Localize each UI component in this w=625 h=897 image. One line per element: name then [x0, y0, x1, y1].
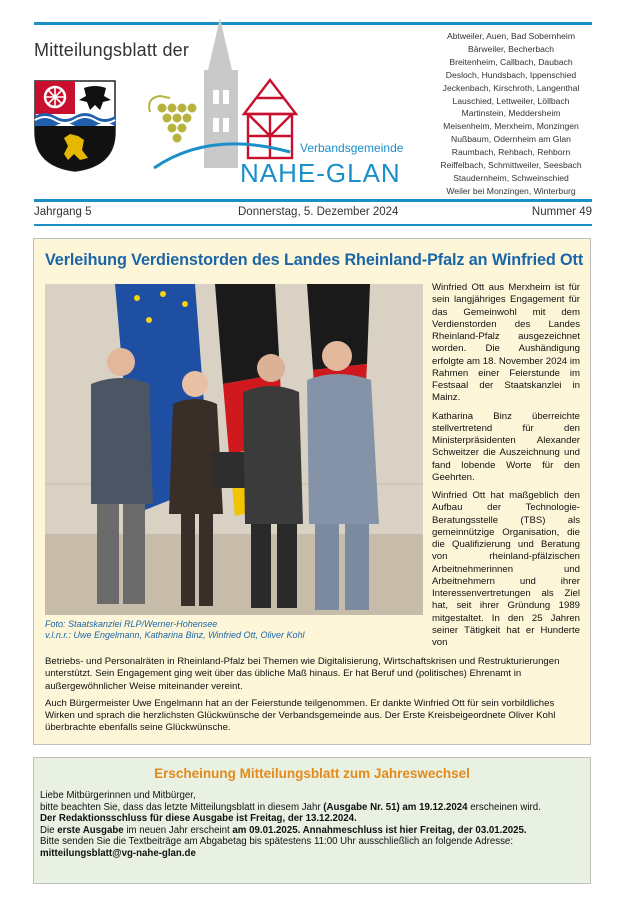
- notice-title: Erscheinung Mitteilungsblatt zum Jahreswechsel: [154, 766, 470, 781]
- issue-date: Donnerstag, 5. Dezember 2024: [238, 206, 399, 218]
- article-headline: Verleihung Verdienstorden des Landes Rheinland-Pfalz an Winfried Ott: [45, 251, 584, 269]
- notice-text: im neuen Jahr erscheint: [123, 824, 233, 836]
- dateline: [34, 206, 592, 222]
- article-paragraph: Winfried Ott hat maßgeblich den Aufbau der Technologie-Beratungsstelle (TBS) als gemeinnützige Organisation, die die Qualifizierung und Beratung von rheinland-pfälzischen Arbeitnehmerinnen und Arbeitnehmern und ihrer Interessenvertretungen als Ziel hat, seit ihrer Gründung 1989 mitgestaltet. In den 25 Jahren seiner Tätigkeit hat er Hunderte von: [432, 490, 580, 648]
- places-line: Meisenheim, Merxheim, Monzingen: [443, 121, 579, 132]
- article-paragraph: Betriebs- und Personalräten in Rheinland-Pfalz bei Themen wie Digitalisierung, Wirtschaftskrisen und Restrukturierungen unterstützt. Sein Engagement ging weit über das übliche Maß hinaus. Er hat Beruf und (politisches) Ehrenamt in außergewöhnlicher Weise miteinander vereint.: [45, 656, 560, 692]
- notice-body: [40, 790, 588, 860]
- places-line: Desloch, Hundsbach, Ippenschied: [445, 69, 577, 80]
- notice-text: bitte beachten Sie, dass das letzte Mitteilungsblatt in diesem Jahr: [40, 801, 324, 813]
- notice-line: [40, 802, 588, 814]
- places-line: Reiffelbach, Schmittweiler, Seesbach: [440, 160, 582, 171]
- caption-credit: Foto: Staatskanzlei RLP/Werner-Hohensee: [45, 619, 218, 629]
- places-line: Staudernheim, Schweinschied: [453, 172, 569, 183]
- notice-emphasis: am 09.01.2025. Annahmeschluss ist hier Freitag, der 03.01.2025.: [232, 824, 527, 836]
- logo-title: NAHE-GLAN: [240, 158, 401, 188]
- places-line: Martinstein, Meddersheim: [461, 108, 561, 119]
- caption-names: v.l.n.r.: Uwe Engelmann, Katharina Binz, Winfried Ott, Oliver Kohl: [45, 630, 305, 640]
- member-communities-list: [430, 30, 592, 198]
- places-line: Nußbaum, Odernheim am Glan: [451, 134, 571, 145]
- award-ceremony-photo: [45, 284, 423, 615]
- coat-of-arms-icon: [34, 80, 116, 172]
- places-line: Raumbach, Rehbach, Rehborn: [451, 147, 571, 158]
- notice-text: erscheinen wird.: [467, 801, 541, 813]
- dateline-rule-top: [34, 199, 592, 202]
- article-column: [432, 282, 580, 655]
- notice-instructions: Bitte senden Sie die Textbeiträge am Abgabetag bis spätestens 11:00 Uhr ausschließlich an folgende Adresse:: [40, 836, 514, 848]
- issue-number: Nummer 49: [531, 206, 592, 218]
- places-line: Breitenheim, Callbach, Daubach: [449, 56, 573, 67]
- vg-nahe-glan-logo: [140, 18, 420, 188]
- notice-email-link[interactable]: mitteilungsblatt@vg-nahe-glan.de: [40, 847, 196, 859]
- notice-emphasis: (Ausgabe Nr. 51) am 19.12.2024: [323, 801, 468, 813]
- notice-emphasis: erste Ausgabe: [57, 824, 124, 836]
- masthead-title: Mitteilungsblatt der: [34, 40, 190, 60]
- dateline-rule-bottom: [34, 224, 592, 226]
- places-line: Lauschied, Lettweiler, Löllbach: [452, 95, 570, 106]
- logo-subtitle: Verbandsgemeinde: [300, 141, 404, 155]
- notice-line: [40, 825, 588, 837]
- places-line: Jeckenbach, Kirschroth, Langenthal: [442, 82, 580, 93]
- volume-label: Jahrgang 5: [34, 206, 92, 218]
- notice-deadline: Der Redaktionsschluss für diese Ausgabe ist Freitag, der 13.12.2024.: [40, 813, 357, 825]
- article-paragraph: Katharina Binz überreichte stellvertretend für den Ministerpräsidenten Alexander Schweitzer die Auszeichnung und fand lobende Worte für den Geehrten.: [432, 410, 580, 483]
- article-paragraph: Winfried Ott aus Merxheim ist für sein langjähriges Engagement für das Gemeinwohl mit dem Verdienstorden des Landes Rheinland-Pfalz ausgezeichnet worden. Die Aushändigung erfolgte am 18. November 2024 im Rahmen einer Feierstunde im Festsaal der Staatskanzlei in Mainz.: [432, 282, 580, 404]
- notice-greeting: Liebe Mitbürgerinnen und Mitbürger,: [40, 790, 196, 801]
- photo-caption: [45, 619, 423, 641]
- places-line: Weiler bei Monzingen, Winterburg: [446, 185, 576, 196]
- places-line: Bärweiler, Becherbach: [468, 43, 554, 54]
- places-line: Abtweiler, Auen, Bad Sobernheim: [446, 31, 576, 41]
- notice-text: Die: [40, 824, 58, 836]
- article-continuation: [45, 656, 585, 740]
- article-paragraph: Auch Bürgermeister Uwe Engelmann hat an der Feierstunde teilgenommen. Er dankte Winfried Ott für sein vorbildliches Wirken und sprach die herzlichsten Glückwünsche der Verbandsgemeinde aus. Der Erste Kreisbeigeordnete Oliver Kohl überbrachte ebenfalls seine Glückwünsche.: [45, 697, 556, 734]
